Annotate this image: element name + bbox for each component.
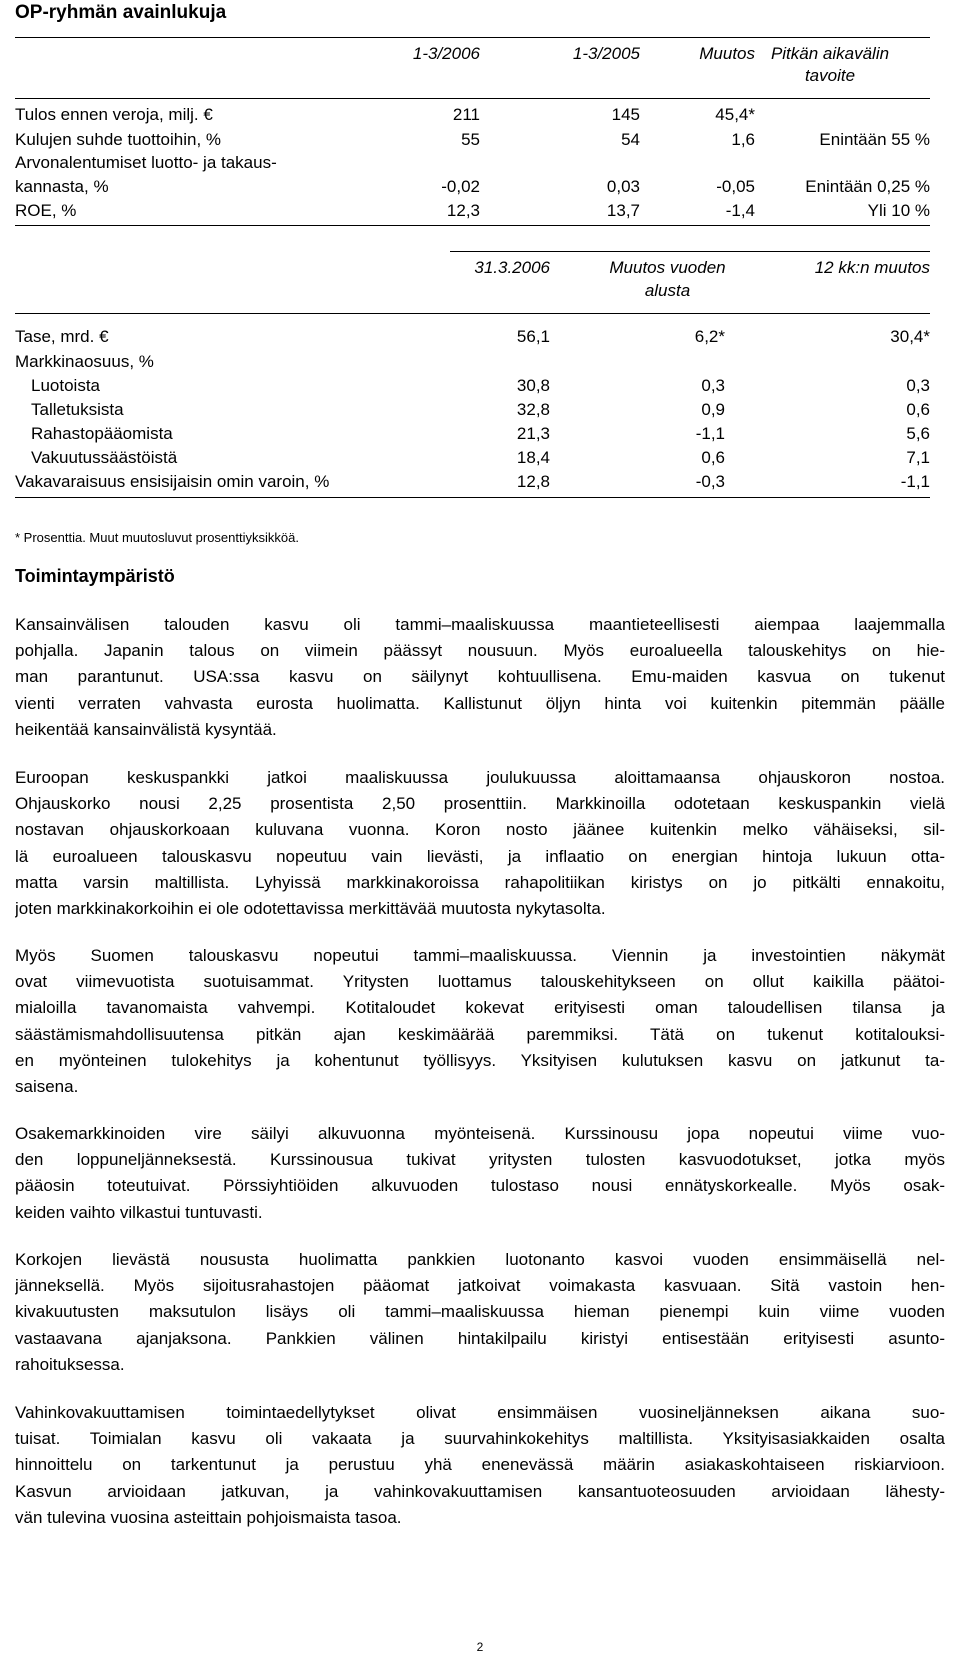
text-line: vän tulevina vuosina asteittain pohjoismaista tasoa.: [15, 1507, 402, 1527]
table-cell: -0,05: [716, 177, 755, 196]
table-cell: 0,6: [701, 448, 725, 467]
text-line: heikentää kansainvälistä kysyntää.: [15, 719, 277, 739]
table-cell: 0,3: [701, 376, 725, 395]
page-title: OP-ryhmän avainlukuja: [15, 2, 227, 23]
table-cell: 56,1: [516, 327, 550, 346]
table-rule: [15, 225, 930, 226]
table-cell: Enintään 0,25 %: [805, 177, 930, 196]
page-number: 2: [476, 1640, 484, 1654]
section-heading: Toimintaympäristö: [15, 566, 175, 586]
row-label: Tase, mrd. €: [15, 327, 109, 346]
table-cell: 0,9: [701, 400, 725, 419]
text-line: Kansainvälisen talouden kasvu oli tammi–maaliskuussa maantieteellisesti aiempaa laajemmalla: [15, 615, 945, 634]
text-line: den loppuneljänneksestä. Kurssinousua tukivat yritysten tulosten kasvuodotukset, jotka myös: [15, 1150, 945, 1170]
table-rule: [450, 251, 930, 252]
row-label: ROE, %: [15, 201, 77, 220]
paragraph: [15, 1121, 945, 1226]
table-cell: 45,4*: [715, 105, 755, 124]
table-cell: 54: [621, 130, 640, 149]
text-line: keiden vaihto vilkastui tuntuvasti.: [15, 1202, 263, 1222]
table-cell: Enintään 55 %: [819, 130, 930, 149]
text-line: Osakemarkkinoiden vire säilyi alkuvuonna myönteisenä. Kurssinousu jopa nopeutui viime vuo-: [15, 1124, 945, 1143]
text-line: Kasvun arvioidaan jatkuvan, ja vahinkovakuuttamisen kansantuoteosuuden arvioidaan lähesty-: [15, 1481, 945, 1501]
text-line: matta varsin maltillista. Lyhyissä markkinakoroissa rahapolitiikan kiristys on jo pitkälti ennakoitu,: [15, 872, 945, 892]
text-line: kivakuutusten maksutulon lisäys oli tammi–maaliskuussa hieman pienempi kuin viime vuoden: [15, 1302, 945, 1322]
table-cell: -0,3: [695, 472, 725, 491]
table-cell: 0,6: [906, 400, 930, 419]
text-line: tuisat. Toimialan kasvu oli vakaata ja suurvahinkokehitys maltillista. Yksityisasiakkaiden osalta: [15, 1429, 945, 1449]
table-cell: 18,4: [516, 448, 550, 467]
text-line: hinnoittelu on tarkentunut ja perustuu yhä enenevässä määrin asiakaskohtaiseen riskiarvioon.: [15, 1455, 945, 1475]
table-rule: [15, 37, 930, 38]
table-cell: 211: [452, 105, 480, 124]
table-rule: [15, 98, 930, 99]
text-line: Korkojen lievästä noususta huolimatta pankkien luotonanto kasvoi vuoden ensimmäisellä nel-: [15, 1250, 945, 1269]
table-cell: 12,8: [516, 472, 550, 491]
table-cell: 12,3: [446, 201, 480, 220]
table-cell: 21,3: [516, 424, 550, 443]
text-line: joten markkinakorkoihin ei ole odotettavissa merkittävää muutosta nykytasolta.: [15, 898, 606, 918]
row-label: Tulos ennen veroja, milj. €: [15, 105, 213, 124]
text-line: pohjalla. Japanin talous on viimein päässyt nousuun. Myös euroalueella talouskehitys on hie-: [15, 641, 945, 661]
text-line: en myönteinen tulokehitys ja kohentunut työllisyys. Yksityisen kulutuksen kasvu on jatkunut ta-: [15, 1050, 945, 1070]
table-cell: 7,1: [906, 448, 930, 467]
text-line: pääosin toteutuivat. Pörssiyhtiöiden alkuvuoden tulostaso nousi ennätyskorkealle. Myös osak-: [15, 1176, 945, 1196]
footnote: * Prosenttia. Muut muutosluvut prosenttiyksikköä.: [15, 530, 299, 545]
table-cell: -0,02: [441, 177, 480, 196]
row-label: Vakuutussäästöistä: [31, 448, 178, 467]
table-cell: 1,6: [731, 130, 755, 149]
row-label: Talletuksista: [31, 400, 124, 419]
paragraph: [15, 612, 945, 743]
table-cell: 30,4*: [890, 327, 930, 346]
text-line: Vahinkovakuuttamisen toimintaedellytykset olivat ensimmäisen vuosineljänneksen aikana suo-: [15, 1403, 945, 1422]
text-line: man parantunut. USA:ssa kasvu on säilynyt kohtuullisena. Emu-maiden kasvua on tukenut: [15, 667, 945, 687]
paragraph: [15, 1400, 945, 1531]
table-cell: 55: [461, 130, 480, 149]
row-label: Arvonalentumiset luotto- ja takaus-: [15, 153, 277, 172]
row-label: kannasta, %: [15, 177, 109, 196]
column-header: Muutos vuoden: [609, 258, 726, 277]
row-label: Vakavaraisuus ensisijaisin omin varoin, %: [15, 472, 330, 491]
column-header: Muutos: [699, 44, 755, 63]
table-cell: 6,2*: [694, 327, 725, 346]
row-label: Rahastopääomista: [31, 424, 173, 443]
table-rule: [15, 497, 930, 498]
table-rule: [15, 313, 930, 314]
text-line: lä euroalueen talouskasvu nopeutuu vain lievästi, ja inflaatio on energian hintoja lukuun otta-: [15, 846, 945, 866]
column-header: 12 kk:n muutos: [814, 258, 930, 277]
column-header: 1-3/2006: [412, 44, 480, 63]
table-cell: 32,8: [516, 400, 550, 419]
text-line: Myös Suomen talouskasvu nopeutui tammi–maaliskuussa. Viennin ja investointien näkymät: [15, 946, 945, 965]
row-label: Luotoista: [31, 376, 100, 395]
column-header: alusta: [644, 281, 691, 300]
table-cell: 5,6: [906, 424, 930, 443]
table-cell: Yli 10 %: [867, 201, 930, 220]
table-cell: 145: [611, 105, 640, 124]
column-header: 1-3/2005: [572, 44, 640, 63]
column-header: 31.3.2006: [474, 258, 550, 277]
paragraph: [15, 1247, 945, 1378]
text-line: rahoituksessa.: [15, 1354, 125, 1374]
text-line: säästämismahdollisuutensa pitkän ajan keskimäärää paremmiksi. Tätä on tukenut kotitalouksi-: [15, 1024, 945, 1044]
text-line: mialoilla tavanomaista vahvempi. Kotitaloudet kokevat erityisesti oman taloudellisen tilansa ja: [15, 998, 945, 1018]
text-line: jänneksellä. Myös sijoitusrahastojen pääomat jatkoivat voimakasta kasvuaan. Sitä vastoin hen-: [15, 1276, 945, 1296]
text-line: vastaavana ajanjaksona. Pankkien välinen hintakilpailu kiristyi entisestään erityisesti asunto-: [15, 1328, 945, 1348]
paragraph: [15, 943, 945, 1100]
table-cell: -1,1: [900, 472, 930, 491]
text-line: Euroopan keskuspankki jatkoi maaliskuussa joulukuussa aloittamaansa ohjauskoron nostoa.: [15, 768, 945, 787]
row-label: Kulujen suhde tuottoihin, %: [15, 130, 222, 149]
text-line: ovat viimevuotista suotuisammat. Yritysten luottamus talouskehitykseen on ollut kaikilla päätoi-: [15, 972, 945, 992]
text-line: nostavan ohjauskorkoaan kuluvana vuonna. Koron nosto jäänee kuitenkin melko vähäiseksi, sil-: [15, 820, 945, 840]
paragraph: [15, 765, 945, 922]
column-header: tavoite: [804, 66, 856, 85]
text-line: vienti verraten vahvasta eurosta huolimatta. Kallistunut öljyn hinta voi kuitenkin pitemmän päälle: [15, 693, 945, 713]
text-line: Ohjauskorko nousi 2,25 prosentista 2,50 prosenttiin. Markkinoilla odotetaan keskuspankin vielä: [15, 794, 945, 814]
column-header: Pitkän aikavälin: [770, 44, 890, 63]
table-cell: 0,03: [606, 177, 640, 196]
row-label: Markkinaosuus, %: [15, 352, 154, 371]
table-cell: -1,1: [695, 424, 725, 443]
text-line: saisena.: [15, 1076, 79, 1096]
table-cell: 30,8: [516, 376, 550, 395]
table-cell: 13,7: [606, 201, 640, 220]
table-cell: -1,4: [725, 201, 755, 220]
table-cell: 0,3: [906, 376, 930, 395]
